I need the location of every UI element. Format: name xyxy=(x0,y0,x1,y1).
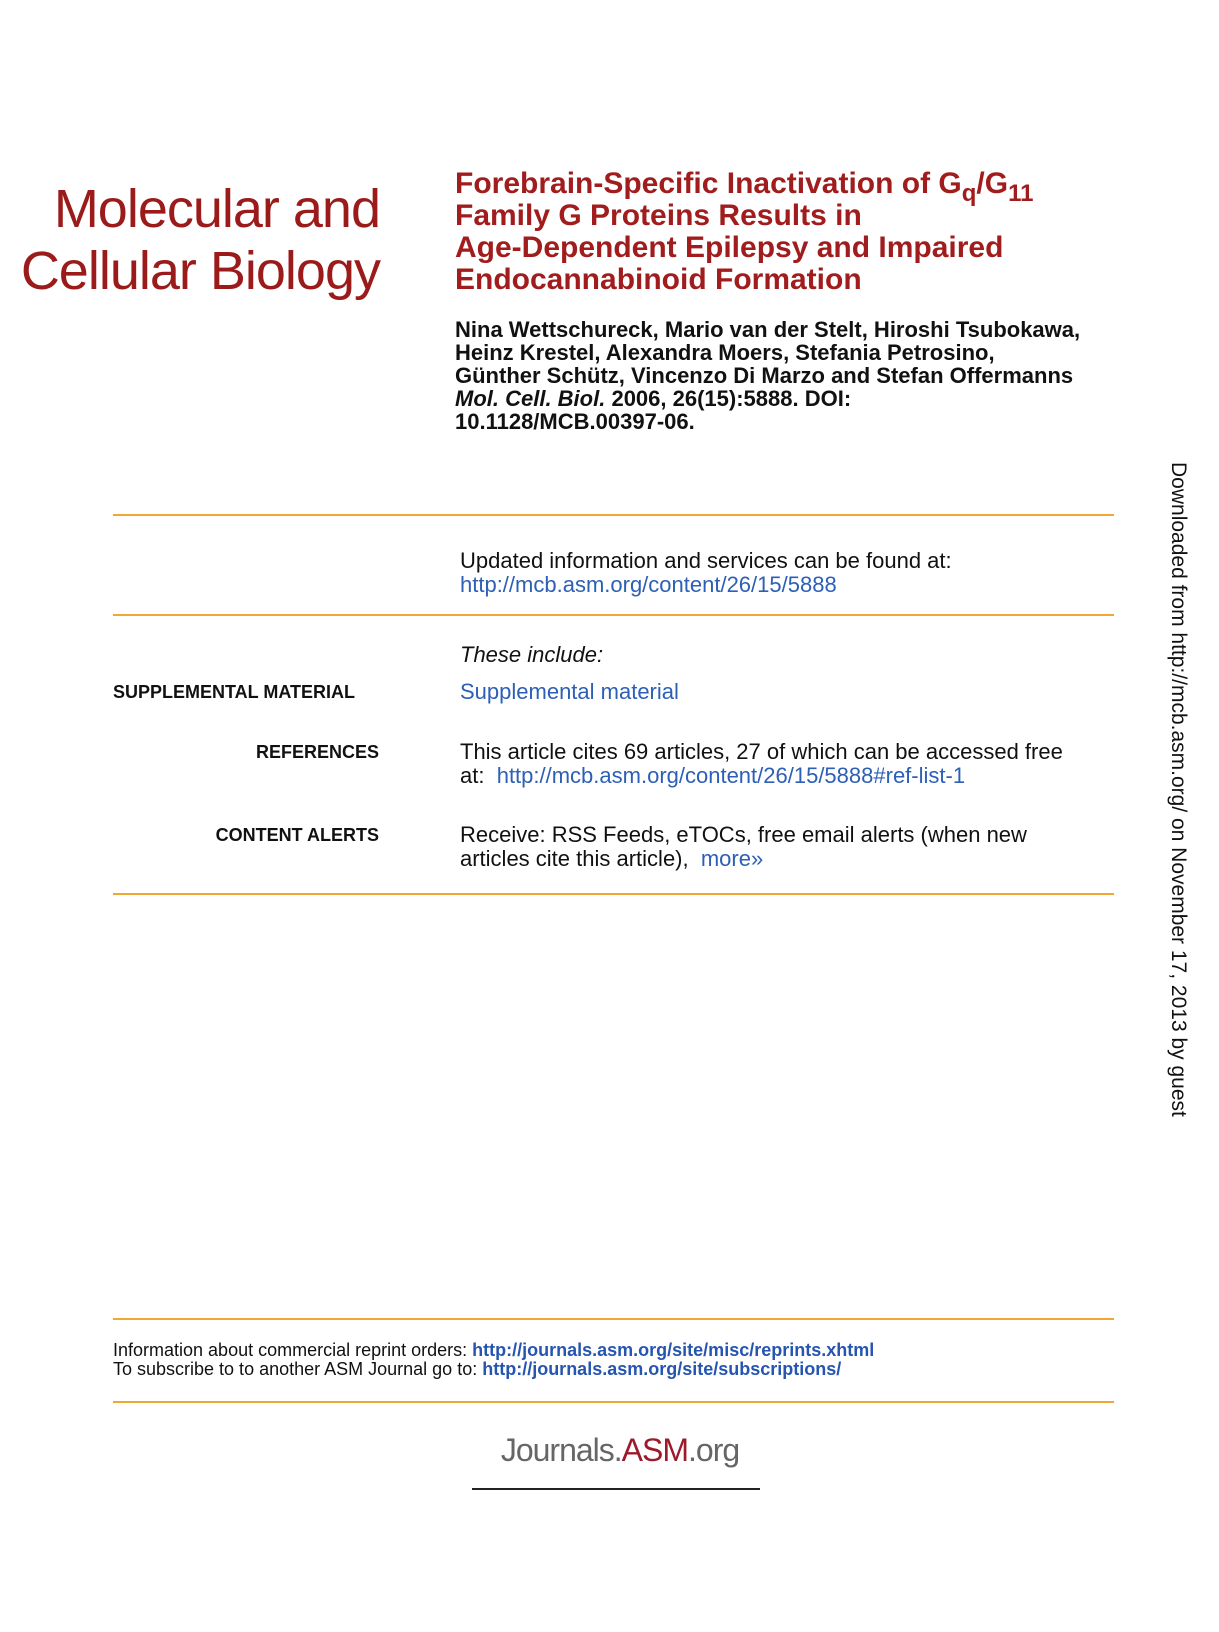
logo-journals: Journals. xyxy=(500,1432,622,1468)
download-note: Downloaded from http://mcb.asm.org/ on November 17, 2013 by guest xyxy=(1167,462,1190,1117)
article-title xyxy=(455,168,1095,296)
content-alerts-label: CONTENT ALERTS xyxy=(215,825,379,845)
footer-info xyxy=(113,1341,874,1379)
logo-asm: ASM xyxy=(621,1432,689,1468)
logo-org: .org xyxy=(688,1432,740,1468)
journal-name xyxy=(20,178,380,302)
journals-asm-logo[interactable] xyxy=(470,1432,770,1469)
reprints-link[interactable]: http://journals.asm.org/site/misc/reprints.xhtml xyxy=(472,1340,875,1360)
title-line3: Age-Dependent Epilepsy and Impaired xyxy=(455,231,1004,264)
more-link[interactable]: more» xyxy=(700,846,764,871)
title-text-slash: /G xyxy=(976,167,1009,200)
reprints-text: Information about commercial reprint orders: xyxy=(113,1340,473,1360)
journal-name-line2: Cellular Biology xyxy=(20,241,380,301)
title-subscript-q: q xyxy=(961,180,977,207)
subscriptions-link[interactable]: http://journals.asm.org/site/subscriptions/ xyxy=(482,1359,842,1379)
divider xyxy=(113,514,1114,516)
logo-underline xyxy=(472,1488,760,1490)
content-alerts-description: Receive: RSS Feeds, eTOCs, free email alerts (when new xyxy=(460,822,1027,847)
title-line4: Endocannabinoid Formation xyxy=(455,263,862,296)
references-at: at: xyxy=(460,763,485,788)
subscribe-text: To subscribe to to another ASM Journal go to: xyxy=(113,1359,483,1379)
title-line2: Family G Proteins Results in xyxy=(455,199,862,232)
divider xyxy=(113,1401,1114,1403)
journal-name-line1: Molecular and xyxy=(53,179,380,239)
these-include-heading: These include: xyxy=(460,642,604,667)
content-alerts-description-cont: articles cite this article), xyxy=(460,846,689,871)
citation-details: 2006, 26(15):5888. DOI: xyxy=(605,386,852,411)
article-link[interactable]: http://mcb.asm.org/content/26/15/5888 xyxy=(460,572,837,597)
authors-line2: Heinz Krestel, Alexandra Moers, Stefania Petrosino, xyxy=(455,340,995,365)
title-text: Forebrain-Specific Inactivation of G xyxy=(455,167,962,200)
updated-info-text: Updated information and services can be found at: xyxy=(460,548,952,573)
divider xyxy=(113,893,1114,895)
authors-line3: Günther Schütz, Vincenzo Di Marzo and Stefan Offermanns xyxy=(455,363,1074,388)
doi: 10.1128/MCB.00397-06. xyxy=(455,409,695,434)
divider xyxy=(113,614,1114,616)
authors-line1: Nina Wettschureck, Mario van der Stelt, Hiroshi Tsubokawa, xyxy=(455,317,1081,342)
citation-journal: Mol. Cell. Biol. xyxy=(455,386,606,411)
content-alerts-text xyxy=(460,823,1100,871)
title-subscript-11: 11 xyxy=(1008,180,1034,207)
authors-citation xyxy=(455,318,1135,433)
references-text xyxy=(460,740,1100,788)
references-description: This article cites 69 articles, 27 of which can be accessed free xyxy=(460,739,1063,764)
supplemental-material-link[interactable]: Supplemental material xyxy=(460,679,679,704)
references-label: REFERENCES xyxy=(255,742,379,762)
supplemental-material-label: SUPPLEMENTAL MATERIAL xyxy=(113,682,355,702)
references-link[interactable]: http://mcb.asm.org/content/26/15/5888#ref-list-1 xyxy=(496,763,966,788)
citation xyxy=(455,387,1135,410)
divider xyxy=(113,1318,1114,1320)
updated-info xyxy=(460,549,1100,597)
